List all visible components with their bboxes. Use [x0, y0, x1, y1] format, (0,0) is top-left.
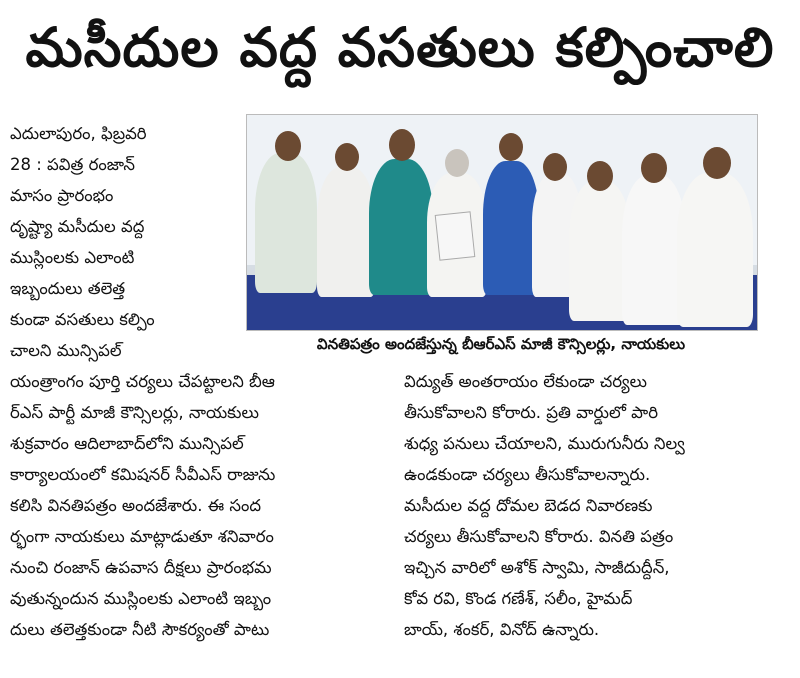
photo-person-head	[703, 147, 731, 179]
article-column-left-bottom	[10, 366, 395, 645]
text-line: దులు తలెత్తకుండా నీటి సౌకర్యంతో పాటు	[10, 620, 270, 639]
text-line: శుధ్య పనులు చేయాలని, మురుగునీరు నిల్వ	[404, 434, 685, 453]
photo-person-head	[275, 131, 301, 161]
photo-person-head	[543, 153, 567, 181]
photo-person-head	[641, 153, 667, 183]
text-line: కలిసి వినతిపత్రం అందజేశారు. ఈ సంద	[10, 496, 261, 515]
text-line: ర్ఎస్ పార్టీ మాజీ కౌన్సిలర్లు, నాయకులు	[10, 403, 259, 422]
text-line: వుతున్నందున ముస్లింలకు ఎలాంటి ఇబ్బం	[10, 589, 272, 608]
text-line: కోవ రవి, కొండ గణేశ్, సలీం, హైమద్	[404, 589, 633, 608]
photo-caption: వినతిపత్రం అందజేస్తున్న బీఆర్ఎస్ మాజీ కౌన్సిలర్లు, నాయకులు	[316, 335, 686, 353]
text-line: ఉండకుండా చర్యలు తీసుకోవాలన్నారు.	[404, 465, 651, 484]
text-line: కుండా వసతులు కల్పిం	[10, 310, 155, 329]
text-line: ఇబ్బందులు తలెత్త	[10, 279, 126, 298]
photo-person-head	[445, 149, 469, 177]
photo-person-head	[499, 133, 523, 161]
photo-person-head	[335, 143, 359, 171]
photo-person-head	[587, 161, 613, 191]
photo-person	[255, 153, 317, 293]
text-line: ర్భంగా నాయకులు మాట్లాడుతూ శనివారం	[10, 527, 274, 546]
text-line: చర్యలు తీసుకోవాలని కోరారు. వినతి పత్రం	[404, 527, 674, 546]
text-line: నుంచి రంజాన్ ఉపవాస దీక్షలు ప్రారంభమ	[10, 558, 272, 577]
text-line: చాలని మున్సిపల్	[10, 341, 122, 360]
text-line: యంత్రాంగం పూర్తి చర్యలు చేపట్టాలని బీఆ	[10, 372, 275, 391]
article-column-left-top	[10, 118, 238, 366]
photo-person-head	[389, 129, 415, 161]
photo-person	[677, 173, 753, 327]
text-line: మసీదుల వద్ద దోమల బెడద నివారణకు	[404, 496, 653, 515]
text-line: ఎదులాపురం, ఫిబ్రవరి	[10, 124, 147, 143]
text-line: మాసం ప్రారంభం	[10, 186, 114, 205]
photo-person	[483, 161, 539, 295]
photo-person	[317, 167, 375, 297]
text-line: శుక్రవారం ఆదిలాబాద్‌లోని మున్సిపల్	[10, 434, 244, 453]
text-line: 28 : పవిత్ర రంజాన్	[10, 155, 135, 174]
petition-paper	[435, 211, 476, 261]
text-line: తీసుకోవాలని కోరారు. ప్రతి వార్డులో పారి	[404, 403, 658, 422]
text-line: కార్యాలయంలో కమిషనర్ సీవీఎస్ రాజును	[10, 465, 276, 484]
text-line: బాయ్, శంకర్, వినోద్ ఉన్నారు.	[404, 620, 600, 639]
headline: మసీదుల వద్ద వసతులు కల్పించాలి	[25, 15, 775, 79]
photo-person	[369, 159, 433, 295]
text-line: ఇచ్చిన వారిలో అశోక్ స్వామి, సాజీదుద్దీన్,	[404, 558, 670, 577]
text-line: విద్యుత్ అంతరాయం లేకుండా చర్యలు	[404, 372, 647, 391]
text-line: ముస్లింలకు ఎలాంటి	[10, 248, 135, 267]
text-line: దృష్ట్యా మసీదుల వద్ద	[10, 217, 145, 236]
news-photo	[246, 114, 758, 331]
article-column-right	[404, 366, 784, 645]
